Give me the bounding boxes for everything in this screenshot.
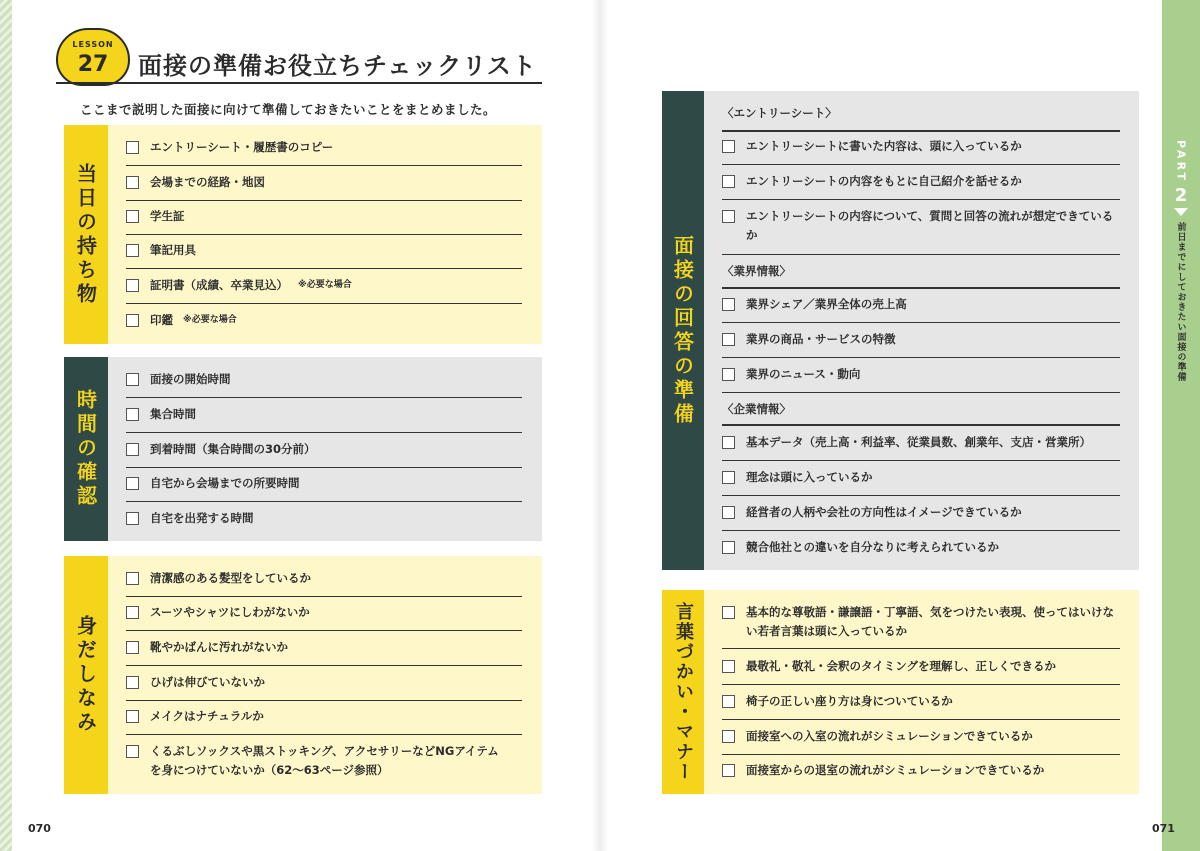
item-text: 競合他社との違いを自分なりに考えられているか xyxy=(746,540,999,554)
page-title: 面接の準備お役立ちチェックリスト xyxy=(138,52,537,80)
checklist-item xyxy=(126,603,522,631)
part-word: PART xyxy=(1174,140,1188,184)
group-heading-entry-sheet: 〈エントリーシート〉 xyxy=(722,106,837,120)
checkbox[interactable] xyxy=(126,443,139,456)
book-spine xyxy=(592,0,608,851)
divider xyxy=(722,424,1120,426)
checklist-item xyxy=(126,276,522,304)
checklist-item xyxy=(722,365,1120,393)
left-edge-stripe xyxy=(0,0,12,851)
title-underline xyxy=(56,82,542,84)
checklist-item xyxy=(126,474,522,502)
section-title: 身だしなみ xyxy=(73,615,98,735)
checkbox[interactable] xyxy=(126,512,139,525)
item-text: 理念は頭に入っているか xyxy=(746,470,873,484)
checklist-item xyxy=(126,742,522,786)
item-text: 自宅を出発する時間 xyxy=(150,511,254,525)
group-heading-company: 〈企業情報〉 xyxy=(722,402,791,416)
checkbox[interactable] xyxy=(126,641,139,654)
checkbox[interactable] xyxy=(722,333,735,346)
checklist-item xyxy=(126,707,522,735)
checklist-item xyxy=(126,440,522,468)
checklist-item xyxy=(722,468,1120,496)
part-subtitle: 前日までにしておきたい面接の準備 xyxy=(1175,222,1186,383)
checkbox[interactable] xyxy=(126,210,139,223)
divider xyxy=(722,130,1120,132)
checkbox[interactable] xyxy=(126,314,139,327)
checkbox[interactable] xyxy=(126,408,139,421)
item-text: エントリーシートの内容をもとに自己紹介を話せるか xyxy=(746,174,1022,188)
item-text: 到着時間（集合時間の30分前） xyxy=(150,442,316,456)
item-text: 最敬礼・敬礼・会釈のタイミングを理解し、正しくできるか xyxy=(746,659,1057,673)
checkbox[interactable] xyxy=(722,660,735,673)
item-text: 集合時間 xyxy=(150,407,196,421)
checkbox[interactable] xyxy=(722,764,735,777)
item-text: 証明書（成績、卒業見込） xyxy=(150,278,288,292)
checklist-item xyxy=(722,137,1120,165)
checkbox[interactable] xyxy=(126,477,139,490)
checklist-item xyxy=(722,603,1120,649)
checkbox[interactable] xyxy=(722,436,735,449)
section-label-manners xyxy=(662,590,704,794)
group-heading-industry: 〈業界情報〉 xyxy=(722,264,791,278)
section-label-appearance xyxy=(64,556,108,794)
checkbox[interactable] xyxy=(126,606,139,619)
item-text: メイクはナチュラルか xyxy=(150,709,264,723)
checklist-item xyxy=(722,433,1120,461)
checklist-item xyxy=(722,503,1120,531)
checkbox[interactable] xyxy=(126,373,139,386)
part-indicator xyxy=(1162,140,1200,382)
section-label-answer-prep xyxy=(662,91,704,570)
checklist-item xyxy=(722,330,1120,358)
item-text: くるぶしソックスや黒ストッキング、アクセサリーなどNGアイテムを身につけていないか（62～63ページ参照） xyxy=(150,744,499,777)
checklist-item xyxy=(126,405,522,433)
item-text: 基本的な尊敬語・謙譲語・丁寧語、気をつけたい表現、使ってはいけない若者言葉は頭に入っているか xyxy=(746,605,1114,638)
item-text: エントリーシートの内容について、質問と回答の流れが想定できているか xyxy=(746,209,1114,242)
item-text: 経営者の人柄や会社の方向性はイメージできているか xyxy=(746,505,1022,519)
checklist-item xyxy=(722,172,1120,200)
item-text: 面接の開始時間 xyxy=(150,372,231,386)
checkbox[interactable] xyxy=(126,676,139,689)
checklist-item xyxy=(126,207,522,235)
checkbox[interactable] xyxy=(126,176,139,189)
triangle-arrow-icon xyxy=(1174,208,1188,216)
section-title: 言葉づかい・マナー xyxy=(673,602,694,782)
item-text: 会場までの経路・地図 xyxy=(150,175,265,189)
section-label-belongings xyxy=(64,125,108,344)
part-number: 2 xyxy=(1174,185,1188,207)
item-text: エントリーシート・履歴書のコピー xyxy=(150,140,334,154)
item-note: ※必要な場合 xyxy=(183,315,237,325)
checkbox[interactable] xyxy=(126,141,139,154)
item-text: 靴やかばんに汚れがないか xyxy=(150,640,288,654)
checkbox[interactable] xyxy=(722,298,735,311)
item-text: エントリーシートに書いた内容は、頭に入っているか xyxy=(746,139,1022,153)
divider xyxy=(722,287,1120,289)
checklist-item xyxy=(126,673,522,701)
item-text: ひげは伸びていないか xyxy=(150,675,265,689)
intro-text: ここまで説明した面接に向けて準備しておきたいことをまとめました。 xyxy=(80,102,497,117)
checklist-item xyxy=(722,692,1120,720)
item-text: 清潔感のある髪型をしているか xyxy=(150,571,311,585)
checklist-item xyxy=(722,295,1120,323)
checklist-item xyxy=(722,761,1120,789)
checklist-item xyxy=(126,241,522,269)
lesson-label: LESSON xyxy=(72,40,114,49)
checkbox[interactable] xyxy=(722,210,735,223)
item-text: 面接室からの退室の流れがシミュレーションできているか xyxy=(746,763,1045,777)
lesson-number: 27 xyxy=(77,52,109,77)
checklist-item xyxy=(126,311,522,339)
section-label-time-check xyxy=(64,357,108,541)
checkbox[interactable] xyxy=(722,606,735,619)
checklist-item xyxy=(722,657,1120,685)
checkbox[interactable] xyxy=(126,279,139,292)
checkbox[interactable] xyxy=(722,175,735,188)
item-text: 学生証 xyxy=(150,209,185,223)
page-number-left: 070 xyxy=(28,822,51,835)
checkbox[interactable] xyxy=(722,695,735,708)
checklist-item xyxy=(722,538,1120,566)
checklist-item xyxy=(126,138,522,166)
item-text: 業界のニュース・動向 xyxy=(746,367,861,381)
checkbox[interactable] xyxy=(126,745,139,758)
item-text: 基本データ（売上高・利益率、従業員数、創業年、支店・営業所） xyxy=(746,435,1091,449)
item-text: 椅子の正しい座り方は身についているか xyxy=(746,694,953,708)
item-note: ※必要な場合 xyxy=(298,280,352,290)
item-text: 業界シェア／業界全体の売上高 xyxy=(746,297,907,311)
checkbox[interactable] xyxy=(722,730,735,743)
item-text: 面接室への入室の流れがシミュレーションできているか xyxy=(746,729,1033,743)
item-text: 自宅から会場までの所要時間 xyxy=(150,476,300,490)
checkbox[interactable] xyxy=(722,140,735,153)
checklist-item xyxy=(722,207,1120,255)
checklist-item xyxy=(126,173,522,201)
item-text: 印鑑 xyxy=(150,313,173,327)
checklist-item xyxy=(126,638,522,666)
checkbox[interactable] xyxy=(126,244,139,257)
part-side-tab xyxy=(1162,0,1200,851)
item-text: 業界の商品・サービスの特徴 xyxy=(746,332,896,346)
checkbox[interactable] xyxy=(722,471,735,484)
item-text: スーツやシャツにしわがないか xyxy=(150,605,310,619)
checkbox[interactable] xyxy=(722,506,735,519)
checklist-item xyxy=(126,569,522,597)
item-text: 筆記用具 xyxy=(150,243,196,257)
section-title: 時間の確認 xyxy=(73,389,98,509)
section-title: 面接の回答の準備 xyxy=(670,234,695,427)
checkbox[interactable] xyxy=(722,368,735,381)
checkbox[interactable] xyxy=(722,541,735,554)
checklist-item xyxy=(126,509,522,537)
checklist-item xyxy=(722,727,1120,755)
checkbox[interactable] xyxy=(126,572,139,585)
checklist-item xyxy=(126,370,522,398)
checkbox[interactable] xyxy=(126,710,139,723)
page-number-right: 071 xyxy=(1152,822,1175,835)
section-title: 当日の持ち物 xyxy=(73,162,98,307)
